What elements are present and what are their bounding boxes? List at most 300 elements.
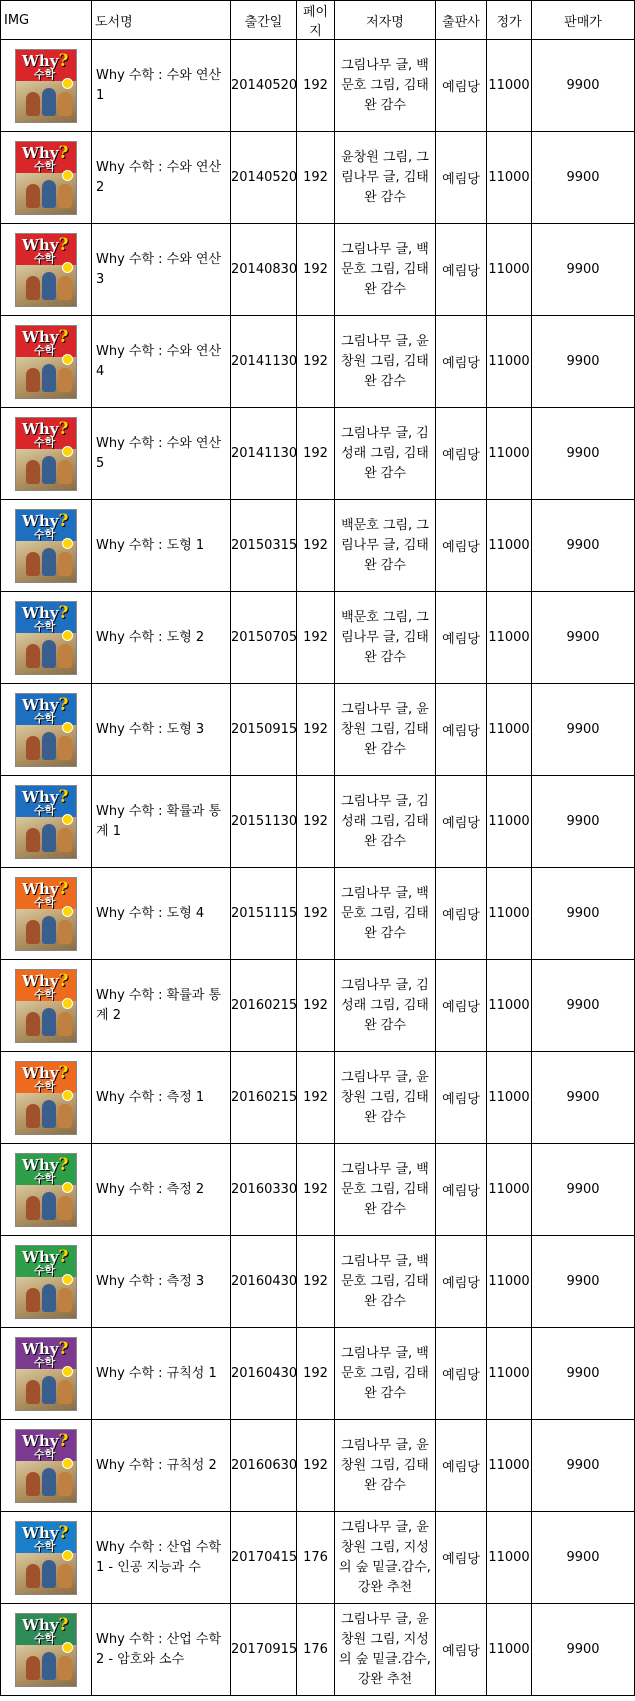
cover-logo-mark: ? bbox=[58, 970, 69, 991]
book-cover-image[interactable] bbox=[15, 141, 77, 215]
cover-cell bbox=[1, 224, 92, 316]
cover-figure bbox=[26, 1472, 40, 1496]
book-cover-image[interactable] bbox=[15, 325, 77, 399]
cover-logo-mark: ? bbox=[58, 786, 69, 807]
cover-figure bbox=[58, 736, 72, 760]
page-count: 176 bbox=[297, 1512, 335, 1604]
cover-subtitle: 수학 bbox=[34, 711, 56, 725]
book-title: Why 수학 : 도형 1 bbox=[92, 500, 231, 592]
cover-subtitle: 수학 bbox=[34, 619, 56, 633]
cover-logo-mark: ? bbox=[58, 1430, 69, 1451]
cover-logo-text: Why bbox=[22, 143, 59, 162]
cover-logo-text: Why bbox=[22, 695, 59, 714]
cover-cell bbox=[1, 1328, 92, 1420]
book-title: Why 수학 : 확률과 통계 1 bbox=[92, 776, 231, 868]
author-names: 그림나무 글, 윤창원 그림, 김태완 감수 bbox=[335, 684, 436, 776]
cover-logo-text: Why bbox=[22, 1155, 59, 1174]
volume-badge-icon bbox=[62, 1550, 73, 1561]
cover-cell bbox=[1, 408, 92, 500]
cover-figure bbox=[26, 1196, 40, 1220]
list-price: 11000 bbox=[487, 868, 532, 960]
book-title: Why 수학 : 규칙성 2 bbox=[92, 1420, 231, 1512]
cover-figure bbox=[42, 548, 56, 576]
cover-logo-mark: ? bbox=[58, 234, 69, 255]
cover-cell bbox=[1, 1236, 92, 1328]
cover-cell bbox=[1, 592, 92, 684]
cover-cell bbox=[1, 684, 92, 776]
cover-figure bbox=[26, 184, 40, 208]
cover-figure bbox=[26, 276, 40, 300]
cover-figure bbox=[26, 644, 40, 668]
publisher-name: 예림당 bbox=[436, 1144, 487, 1236]
cover-figure bbox=[42, 364, 56, 392]
publisher-name: 예림당 bbox=[436, 1328, 487, 1420]
cover-logo-text: Why bbox=[22, 235, 59, 254]
book-title: Why 수학 : 수와 연산 5 bbox=[92, 408, 231, 500]
book-title: Why 수학 : 산업 수학 2 - 암호와 소수 bbox=[92, 1604, 231, 1696]
cover-logo-text: Why bbox=[22, 971, 59, 990]
page-count: 192 bbox=[297, 1052, 335, 1144]
book-cover-image[interactable] bbox=[15, 233, 77, 307]
sale-price: 9900 bbox=[532, 224, 635, 316]
cover-logo-mark: ? bbox=[58, 1614, 69, 1635]
list-price: 11000 bbox=[487, 684, 532, 776]
cover-logo bbox=[22, 1154, 69, 1175]
publish-date: 20160430 bbox=[231, 1236, 297, 1328]
table-row bbox=[1, 408, 635, 500]
publisher-name: 예림당 bbox=[436, 500, 487, 592]
publish-date: 20141130 bbox=[231, 316, 297, 408]
page-count: 192 bbox=[297, 868, 335, 960]
book-title: Why 수학 : 도형 2 bbox=[92, 592, 231, 684]
cover-logo bbox=[22, 50, 69, 71]
cover-logo-text: Why bbox=[22, 327, 59, 346]
sale-price: 9900 bbox=[532, 316, 635, 408]
sale-price: 9900 bbox=[532, 1512, 635, 1604]
cover-figure bbox=[42, 456, 56, 484]
book-title: Why 수학 : 수와 연산 1 bbox=[92, 40, 231, 132]
cover-logo-text: Why bbox=[22, 511, 59, 530]
book-title: Why 수학 : 산업 수학 1 - 인공 지능과 수 bbox=[92, 1512, 231, 1604]
cover-logo-text: Why bbox=[22, 787, 59, 806]
cover-subtitle: 수학 bbox=[34, 435, 56, 449]
page-count: 192 bbox=[297, 1328, 335, 1420]
publisher-name: 예림당 bbox=[436, 1420, 487, 1512]
book-title: Why 수학 : 측정 2 bbox=[92, 1144, 231, 1236]
cover-logo-mark: ? bbox=[58, 1062, 69, 1083]
cover-figure bbox=[42, 1284, 56, 1312]
volume-badge-icon bbox=[62, 998, 73, 1009]
cover-figure bbox=[26, 1380, 40, 1404]
cover-logo bbox=[22, 326, 69, 347]
cover-figure bbox=[58, 828, 72, 852]
cover-figure bbox=[42, 1652, 56, 1680]
page-count: 192 bbox=[297, 408, 335, 500]
book-cover-image[interactable] bbox=[15, 509, 77, 583]
table-row bbox=[1, 224, 635, 316]
author-names: 그림나무 글, 윤창원 그림, 지성의 숲 밑글.감수, 강완 추천 bbox=[335, 1604, 436, 1696]
header-pages: 페이지 bbox=[297, 1, 335, 40]
cover-logo-mark: ? bbox=[58, 1522, 69, 1543]
sale-price: 9900 bbox=[532, 960, 635, 1052]
cover-subtitle: 수학 bbox=[34, 1171, 56, 1185]
cover-subtitle: 수학 bbox=[34, 987, 56, 1001]
cover-figure bbox=[58, 276, 72, 300]
page-count: 192 bbox=[297, 592, 335, 684]
author-names: 그림나무 글, 윤창원 그림, 지성의 숲 밑글.감수, 강완 추천 bbox=[335, 1512, 436, 1604]
cover-logo-text: Why bbox=[22, 1431, 59, 1450]
cover-logo bbox=[22, 1246, 69, 1267]
cover-figure bbox=[26, 1012, 40, 1036]
book-cover-image[interactable] bbox=[15, 1429, 77, 1503]
publish-date: 20170915 bbox=[231, 1604, 297, 1696]
publish-date: 20150915 bbox=[231, 684, 297, 776]
cover-logo bbox=[22, 602, 69, 623]
cover-figure bbox=[42, 640, 56, 668]
book-cover-image[interactable] bbox=[15, 417, 77, 491]
cover-cell bbox=[1, 1052, 92, 1144]
cover-logo-mark: ? bbox=[58, 694, 69, 715]
cover-logo bbox=[22, 694, 69, 715]
page-count: 192 bbox=[297, 776, 335, 868]
author-names: 그림나무 글, 김성래 그림, 김태완 감수 bbox=[335, 960, 436, 1052]
page-count: 176 bbox=[297, 1604, 335, 1696]
cover-logo bbox=[22, 1338, 69, 1359]
volume-badge-icon bbox=[62, 1182, 73, 1193]
cover-logo bbox=[22, 234, 69, 255]
cover-logo-text: Why bbox=[22, 1339, 59, 1358]
list-price: 11000 bbox=[487, 960, 532, 1052]
list-price: 11000 bbox=[487, 132, 532, 224]
cover-figure bbox=[58, 368, 72, 392]
page-count: 192 bbox=[297, 500, 335, 592]
cover-subtitle: 수학 bbox=[34, 803, 56, 817]
publisher-name: 예림당 bbox=[436, 776, 487, 868]
cover-figure bbox=[26, 368, 40, 392]
table-row bbox=[1, 132, 635, 224]
volume-badge-icon bbox=[62, 814, 73, 825]
author-names: 그림나무 글, 백문호 그림, 김태완 감수 bbox=[335, 40, 436, 132]
cover-figure bbox=[26, 828, 40, 852]
cover-figure bbox=[58, 460, 72, 484]
table-row bbox=[1, 316, 635, 408]
cover-figure bbox=[42, 1192, 56, 1220]
cover-cell bbox=[1, 132, 92, 224]
book-cover-image[interactable] bbox=[15, 693, 77, 767]
cover-logo bbox=[22, 786, 69, 807]
author-names: 그림나무 글, 백문호 그림, 김태완 감수 bbox=[335, 1328, 436, 1420]
volume-badge-icon bbox=[62, 1642, 73, 1653]
book-cover-image[interactable] bbox=[15, 785, 77, 859]
publish-date: 20141130 bbox=[231, 408, 297, 500]
cover-figure bbox=[26, 1288, 40, 1312]
cover-figure bbox=[26, 460, 40, 484]
publisher-name: 예림당 bbox=[436, 132, 487, 224]
cover-subtitle: 수학 bbox=[34, 895, 56, 909]
sale-price: 9900 bbox=[532, 592, 635, 684]
volume-badge-icon bbox=[62, 170, 73, 181]
book-title: Why 수학 : 측정 3 bbox=[92, 1236, 231, 1328]
book-cover-image[interactable] bbox=[15, 1061, 77, 1135]
volume-badge-icon bbox=[62, 722, 73, 733]
list-price: 11000 bbox=[487, 1512, 532, 1604]
cover-logo-mark: ? bbox=[58, 142, 69, 163]
book-cover-image[interactable] bbox=[15, 1613, 77, 1687]
publisher-name: 예림당 bbox=[436, 224, 487, 316]
table-row bbox=[1, 592, 635, 684]
cover-figure bbox=[26, 1564, 40, 1588]
volume-badge-icon bbox=[62, 1090, 73, 1101]
author-names: 그림나무 글, 백문호 그림, 김태완 감수 bbox=[335, 1144, 436, 1236]
cover-figure bbox=[26, 920, 40, 944]
cover-logo bbox=[22, 418, 69, 439]
cover-logo-mark: ? bbox=[58, 418, 69, 439]
publisher-name: 예림당 bbox=[436, 316, 487, 408]
cover-logo-mark: ? bbox=[58, 878, 69, 899]
cover-logo-mark: ? bbox=[58, 1246, 69, 1267]
list-price: 11000 bbox=[487, 1420, 532, 1512]
book-cover-image[interactable] bbox=[15, 1245, 77, 1319]
cover-figure bbox=[58, 1196, 72, 1220]
page-count: 192 bbox=[297, 40, 335, 132]
author-names: 백문호 그림, 그림나무 글, 김태완 감수 bbox=[335, 500, 436, 592]
list-price: 11000 bbox=[487, 316, 532, 408]
cover-logo bbox=[22, 1614, 69, 1635]
cover-logo bbox=[22, 510, 69, 531]
page-count: 192 bbox=[297, 316, 335, 408]
author-names: 백문호 그림, 그림나무 글, 김태완 감수 bbox=[335, 592, 436, 684]
cover-logo-mark: ? bbox=[58, 1154, 69, 1175]
author-names: 그림나무 글, 윤창원 그림, 김태완 감수 bbox=[335, 1052, 436, 1144]
cover-figure bbox=[58, 184, 72, 208]
cover-logo-text: Why bbox=[22, 1523, 59, 1542]
author-names: 그림나무 글, 김성래 그림, 김태완 감수 bbox=[335, 776, 436, 868]
book-title: Why 수학 : 도형 4 bbox=[92, 868, 231, 960]
publisher-name: 예림당 bbox=[436, 40, 487, 132]
cover-logo bbox=[22, 142, 69, 163]
cover-cell bbox=[1, 40, 92, 132]
cover-figure bbox=[42, 732, 56, 760]
book-cover-image[interactable] bbox=[15, 969, 77, 1043]
cover-cell bbox=[1, 1420, 92, 1512]
cover-subtitle: 수학 bbox=[34, 1631, 56, 1645]
sale-price: 9900 bbox=[532, 1052, 635, 1144]
cover-logo-text: Why bbox=[22, 51, 59, 70]
cover-logo bbox=[22, 1430, 69, 1451]
table-row bbox=[1, 684, 635, 776]
table-row bbox=[1, 40, 635, 132]
header-row bbox=[1, 1, 635, 40]
cover-logo-mark: ? bbox=[58, 602, 69, 623]
volume-badge-icon bbox=[62, 262, 73, 273]
header-img: IMG bbox=[1, 1, 92, 40]
publish-date: 20160215 bbox=[231, 960, 297, 1052]
table-row bbox=[1, 1144, 635, 1236]
list-price: 11000 bbox=[487, 776, 532, 868]
cover-logo bbox=[22, 970, 69, 991]
sale-price: 9900 bbox=[532, 408, 635, 500]
publisher-name: 예림당 bbox=[436, 1604, 487, 1696]
publisher-name: 예림당 bbox=[436, 1236, 487, 1328]
page-count: 192 bbox=[297, 132, 335, 224]
cover-subtitle: 수학 bbox=[34, 343, 56, 357]
cover-figure bbox=[42, 1376, 56, 1404]
cover-logo bbox=[22, 878, 69, 899]
cover-logo-mark: ? bbox=[58, 510, 69, 531]
table-row bbox=[1, 500, 635, 592]
list-price: 11000 bbox=[487, 40, 532, 132]
cover-logo bbox=[22, 1522, 69, 1543]
book-title: Why 수학 : 규칙성 1 bbox=[92, 1328, 231, 1420]
header-publisher: 출판사 bbox=[436, 1, 487, 40]
volume-badge-icon bbox=[62, 1274, 73, 1285]
book-title: Why 수학 : 수와 연산 2 bbox=[92, 132, 231, 224]
cover-cell bbox=[1, 776, 92, 868]
list-price: 11000 bbox=[487, 1236, 532, 1328]
page-count: 192 bbox=[297, 1144, 335, 1236]
author-names: 그림나무 글, 백문호 그림, 김태완 감수 bbox=[335, 868, 436, 960]
publish-date: 20160430 bbox=[231, 1328, 297, 1420]
list-price: 11000 bbox=[487, 1604, 532, 1696]
list-price: 11000 bbox=[487, 592, 532, 684]
sale-price: 9900 bbox=[532, 1420, 635, 1512]
volume-badge-icon bbox=[62, 906, 73, 917]
publish-date: 20151130 bbox=[231, 776, 297, 868]
publish-date: 20170415 bbox=[231, 1512, 297, 1604]
book-title: Why 수학 : 수와 연산 4 bbox=[92, 316, 231, 408]
cover-cell bbox=[1, 316, 92, 408]
cover-logo-text: Why bbox=[22, 1615, 59, 1634]
cover-figure bbox=[42, 1468, 56, 1496]
sale-price: 9900 bbox=[532, 1328, 635, 1420]
header-title: 도서명 bbox=[92, 1, 231, 40]
list-price: 11000 bbox=[487, 408, 532, 500]
cover-figure bbox=[42, 272, 56, 300]
publisher-name: 예림당 bbox=[436, 960, 487, 1052]
cover-logo bbox=[22, 1062, 69, 1083]
cover-subtitle: 수학 bbox=[34, 1447, 56, 1461]
book-title: Why 수학 : 확률과 통계 2 bbox=[92, 960, 231, 1052]
cover-logo-mark: ? bbox=[58, 50, 69, 71]
publisher-name: 예림당 bbox=[436, 592, 487, 684]
cover-logo-text: Why bbox=[22, 1063, 59, 1082]
publish-date: 20140520 bbox=[231, 40, 297, 132]
book-cover-image[interactable] bbox=[15, 49, 77, 123]
cover-figure bbox=[58, 1380, 72, 1404]
cover-figure bbox=[42, 1008, 56, 1036]
publish-date: 20150315 bbox=[231, 500, 297, 592]
table-row bbox=[1, 776, 635, 868]
cover-logo-mark: ? bbox=[58, 1338, 69, 1359]
sale-price: 9900 bbox=[532, 868, 635, 960]
cover-figure bbox=[58, 1012, 72, 1036]
cover-cell bbox=[1, 500, 92, 592]
book-cover-image[interactable] bbox=[15, 1521, 77, 1595]
cover-cell bbox=[1, 1604, 92, 1696]
book-rows bbox=[1, 40, 635, 1696]
book-cover-image[interactable] bbox=[15, 1337, 77, 1411]
volume-badge-icon bbox=[62, 354, 73, 365]
list-price: 11000 bbox=[487, 1328, 532, 1420]
cover-figure bbox=[58, 1104, 72, 1128]
author-names: 그림나무 글, 윤창원 그림, 김태완 감수 bbox=[335, 1420, 436, 1512]
cover-figure bbox=[26, 92, 40, 116]
publish-date: 20140830 bbox=[231, 224, 297, 316]
book-cover-image[interactable] bbox=[15, 877, 77, 951]
publish-date: 20140520 bbox=[231, 132, 297, 224]
sale-price: 9900 bbox=[532, 1604, 635, 1696]
cover-figure bbox=[42, 824, 56, 852]
cover-subtitle: 수학 bbox=[34, 1263, 56, 1277]
cover-subtitle: 수학 bbox=[34, 1355, 56, 1369]
author-names: 그림나무 글, 백문호 그림, 김태완 감수 bbox=[335, 224, 436, 316]
volume-badge-icon bbox=[62, 1366, 73, 1377]
cover-figure bbox=[26, 552, 40, 576]
publish-date: 20160630 bbox=[231, 1420, 297, 1512]
cover-logo-text: Why bbox=[22, 603, 59, 622]
table-row bbox=[1, 1236, 635, 1328]
header-author: 저자명 bbox=[335, 1, 436, 40]
cover-cell bbox=[1, 1512, 92, 1604]
list-price: 11000 bbox=[487, 1052, 532, 1144]
cover-figure bbox=[58, 920, 72, 944]
page-count: 192 bbox=[297, 224, 335, 316]
page-count: 192 bbox=[297, 684, 335, 776]
cover-logo-text: Why bbox=[22, 1247, 59, 1266]
sale-price: 9900 bbox=[532, 1236, 635, 1328]
cover-figure bbox=[42, 180, 56, 208]
cover-subtitle: 수학 bbox=[34, 67, 56, 81]
sale-price: 9900 bbox=[532, 1144, 635, 1236]
volume-badge-icon bbox=[62, 630, 73, 641]
sale-price: 9900 bbox=[532, 132, 635, 224]
volume-badge-icon bbox=[62, 78, 73, 89]
table-row bbox=[1, 1328, 635, 1420]
table-row bbox=[1, 1052, 635, 1144]
author-names: 그림나무 글, 백문호 그림, 김태완 감수 bbox=[335, 1236, 436, 1328]
cover-logo-text: Why bbox=[22, 879, 59, 898]
publish-date: 20160215 bbox=[231, 1052, 297, 1144]
publisher-name: 예림당 bbox=[436, 408, 487, 500]
book-cover-image[interactable] bbox=[15, 601, 77, 675]
header-price: 정가 bbox=[487, 1, 532, 40]
sale-price: 9900 bbox=[532, 500, 635, 592]
table-row bbox=[1, 868, 635, 960]
author-names: 그림나무 글, 윤창원 그림, 김태완 감수 bbox=[335, 316, 436, 408]
cover-figure bbox=[58, 644, 72, 668]
publisher-name: 예림당 bbox=[436, 1512, 487, 1604]
cover-subtitle: 수학 bbox=[34, 1539, 56, 1553]
book-cover-image[interactable] bbox=[15, 1153, 77, 1227]
header-sale-price: 판매가 bbox=[532, 1, 635, 40]
table-row bbox=[1, 1512, 635, 1604]
cover-figure bbox=[26, 1104, 40, 1128]
list-price: 11000 bbox=[487, 500, 532, 592]
cover-figure bbox=[58, 1472, 72, 1496]
cover-cell bbox=[1, 868, 92, 960]
publish-date: 20160330 bbox=[231, 1144, 297, 1236]
publisher-name: 예림당 bbox=[436, 684, 487, 776]
sale-price: 9900 bbox=[532, 776, 635, 868]
volume-badge-icon bbox=[62, 446, 73, 457]
cover-figure bbox=[58, 552, 72, 576]
book-title: Why 수학 : 측정 1 bbox=[92, 1052, 231, 1144]
table-row bbox=[1, 1420, 635, 1512]
cover-subtitle: 수학 bbox=[34, 1079, 56, 1093]
list-price: 11000 bbox=[487, 224, 532, 316]
sale-price: 9900 bbox=[532, 40, 635, 132]
cover-figure bbox=[42, 1100, 56, 1128]
